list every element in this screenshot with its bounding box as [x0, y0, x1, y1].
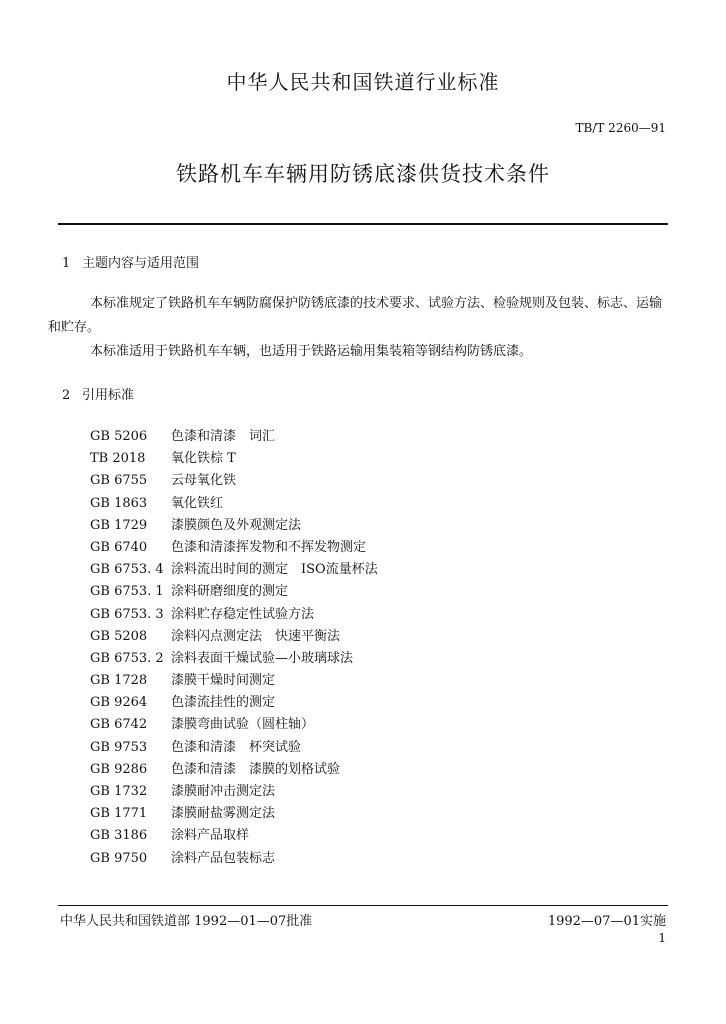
reference-item	[90, 626, 650, 648]
reference-item	[90, 825, 650, 847]
effective-date: 1992—07—01实施	[547, 914, 666, 929]
reference-name: 氧化铁棕 T	[171, 451, 236, 467]
document-title: 铁路机车车辆用防锈底漆供货技术条件	[176, 162, 550, 186]
standard-code: TB/T 2260—91	[575, 121, 666, 135]
reference-item	[90, 692, 650, 714]
scope-paragraph-1: 本标准规定了铁路机车车辆防腐保护防锈底漆的技术要求、试验方法、检验规则及包装、标志、运输和贮存。	[48, 296, 663, 335]
reference-code: GB 5206	[90, 429, 148, 444]
standard-category-title: 中华人民共和国铁道行业标准	[226, 70, 500, 94]
reference-code: GB 9750	[90, 850, 148, 866]
reference-name: 涂料表面干燥试验—小玻璃球法	[171, 650, 354, 666]
reference-item	[90, 714, 650, 736]
reference-code: GB 6755	[90, 473, 148, 489]
reference-item	[90, 426, 650, 448]
reference-name: 漆膜干燥时间测定	[171, 673, 276, 689]
reference-item	[90, 737, 650, 759]
reference-code: TB 2018	[90, 451, 146, 467]
reference-code: GB 6753. 4	[90, 562, 164, 578]
reference-code: GB 5208	[90, 628, 148, 644]
reference-name: 涂料闪点测定法 快速平衡法	[171, 628, 341, 644]
reference-code: GB 6753. 3	[90, 606, 164, 622]
reference-name: 色漆和清漆 词汇	[171, 429, 276, 444]
reference-name: 漆膜耐冲击测定法	[171, 784, 276, 799]
section-number: 1	[62, 256, 71, 271]
section-title: 主题内容与适用范围	[82, 256, 200, 271]
reference-name: 漆膜弯曲试验（圆柱轴）	[171, 717, 315, 733]
reference-name: 氧化铁红	[171, 495, 224, 511]
scope-paragraph-2: 本标准适用于铁路机车车辆，也适用于铁路运输用集装箱等钢结构防锈底漆。	[90, 344, 533, 359]
reference-code: GB 6753. 2	[90, 650, 164, 666]
reference-code: GB 1771	[90, 806, 148, 822]
reference-code: GB 9264	[90, 695, 148, 711]
reference-item	[90, 759, 650, 781]
section-heading-references	[62, 384, 134, 403]
reference-item	[90, 448, 650, 470]
reference-item	[90, 581, 650, 603]
reference-code: GB 9753	[90, 739, 148, 755]
reference-item	[90, 493, 650, 515]
reference-item	[90, 803, 650, 825]
reference-name: 涂料贮存稳定性试验方法	[171, 606, 315, 622]
reference-item	[90, 470, 650, 492]
reference-code: GB 6740	[90, 539, 148, 555]
reference-code: GB 1729	[90, 517, 148, 533]
section-title: 引用标准	[82, 388, 135, 403]
reference-code: GB 1728	[90, 673, 148, 689]
reference-code: GB 6753. 1	[90, 584, 164, 600]
reference-item	[90, 515, 650, 537]
reference-name: 色漆流挂性的测定	[171, 695, 276, 711]
reference-item	[90, 781, 650, 803]
reference-name: 色漆和清漆 漆膜的划格试验	[171, 761, 341, 777]
reference-name: 云母氧化铁	[171, 473, 237, 489]
reference-name: 涂料产品包装标志	[171, 850, 276, 866]
reference-item	[90, 559, 650, 581]
reference-item	[90, 848, 650, 870]
section-heading-scope	[62, 252, 199, 271]
reference-name: 色漆和清漆 杯突试验	[171, 739, 302, 755]
reference-name: 涂料产品取样	[171, 828, 250, 844]
reference-name: 涂料研磨细度的测定	[171, 584, 289, 600]
reference-code: GB 1863	[90, 495, 148, 511]
reference-code: GB 9286	[90, 761, 148, 777]
reference-item	[90, 670, 650, 692]
reference-item	[90, 537, 650, 559]
reference-name: 涂料流出时间的测定 ISO流量杯法	[171, 562, 378, 578]
reference-code: GB 1732	[90, 784, 148, 799]
reference-name: 漆膜颜色及外观测定法	[171, 517, 302, 533]
approval-statement: 中华人民共和国铁道部 1992—01—07批准	[60, 914, 313, 929]
footer-divider	[58, 905, 668, 906]
reference-item	[90, 648, 650, 670]
reference-name: 漆膜耐盐雾测定法	[171, 806, 276, 822]
section-number: 2	[62, 388, 71, 403]
reference-code: GB 6742	[90, 717, 148, 733]
header-divider	[58, 223, 668, 225]
reference-code: GB 3186	[90, 828, 148, 844]
page-number: 1	[658, 931, 666, 945]
reference-name: 色漆和清漆挥发物和不挥发物测定	[171, 539, 367, 555]
reference-item	[90, 604, 650, 626]
reference-list	[90, 426, 650, 870]
